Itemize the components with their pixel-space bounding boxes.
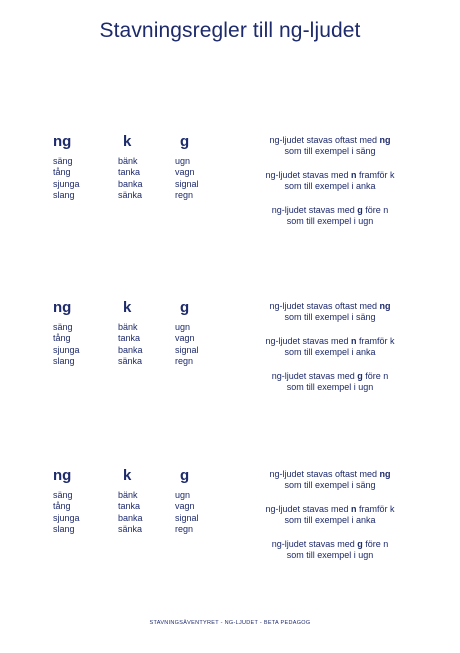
rule-text: ng-ljudet stavas oftast med xyxy=(269,301,380,311)
rule-example: som till exempel i ugn xyxy=(286,382,374,393)
word: banka xyxy=(118,512,143,523)
word: bänk xyxy=(118,322,138,332)
column-heading: ng xyxy=(53,467,72,484)
word: bänk xyxy=(118,156,138,166)
word: ugn xyxy=(175,490,191,500)
word: ugn xyxy=(175,156,191,166)
word: ugn xyxy=(175,322,191,332)
rule-bold-letters: ng xyxy=(379,301,391,311)
rule-text: framför k xyxy=(356,503,395,514)
spelling-section xyxy=(0,466,460,586)
word: tång xyxy=(53,333,71,344)
word: slang xyxy=(53,190,75,201)
word: säng xyxy=(53,156,73,166)
word: sänka xyxy=(118,356,143,367)
rule-example: som till exempel i ugn xyxy=(286,550,374,561)
word: tanka xyxy=(118,333,141,344)
column-ng xyxy=(53,298,80,368)
rule-bold-letters: g xyxy=(357,538,363,549)
word: regn xyxy=(175,190,194,201)
column-g xyxy=(175,298,199,368)
rule-example: som till exempel i anka xyxy=(284,515,376,526)
word: tanka xyxy=(118,167,141,178)
spelling-section xyxy=(0,132,460,252)
rule-example: som till exempel i anka xyxy=(284,347,376,358)
rule-bold-letters: n xyxy=(351,335,357,346)
spelling-section xyxy=(0,298,460,418)
rule-bold-letters: n xyxy=(351,503,357,514)
word: signal xyxy=(175,512,199,523)
rule-bold-letters: g xyxy=(357,370,363,381)
column-g xyxy=(175,466,199,536)
rules-block xyxy=(250,469,410,573)
page-footer: STAVNINGSÄVENTYRET - NG-LJUDET - BETA PEDAGOG xyxy=(149,620,311,626)
word: tång xyxy=(53,501,71,512)
column-heading: g xyxy=(180,299,190,316)
rule-text: ng-ljudet stavas oftast med xyxy=(269,469,380,479)
column-heading: ng xyxy=(53,299,72,316)
word: banka xyxy=(118,178,143,189)
word: sänka xyxy=(118,190,143,201)
rule-text: ng-ljudet stavas med xyxy=(271,370,358,381)
word: säng xyxy=(53,490,73,500)
rule-text: ng-ljudet stavas med xyxy=(271,204,358,215)
rule-text: ng-ljudet stavas med xyxy=(265,503,352,514)
rule-g xyxy=(250,539,410,562)
word: vagn xyxy=(175,333,195,344)
word: tång xyxy=(53,167,71,178)
word: vagn xyxy=(175,167,195,178)
column-heading: ng xyxy=(53,133,72,150)
rule-text: ng-ljudet stavas med xyxy=(265,169,352,180)
rule-text: före n xyxy=(362,538,389,549)
rule-g xyxy=(250,205,410,228)
column-k xyxy=(118,132,143,202)
rule-bold-letters: ng xyxy=(379,469,391,479)
word: signal xyxy=(175,178,199,189)
column-heading: k xyxy=(123,299,132,316)
rule-text: framför k xyxy=(356,335,395,346)
rule-bold-letters: ng xyxy=(379,135,391,145)
word: sjunga xyxy=(53,512,80,523)
word: regn xyxy=(175,356,194,367)
word: vagn xyxy=(175,501,195,512)
rule-g xyxy=(250,371,410,394)
column-heading: k xyxy=(123,467,132,484)
rule-ng xyxy=(250,301,410,324)
word: sänka xyxy=(118,524,143,535)
rule-example: som till exempel i anka xyxy=(284,181,376,192)
rule-example: som till exempel i säng xyxy=(284,480,376,491)
page-title: Stavningsregler till ng-ljudet xyxy=(99,19,361,42)
column-heading: g xyxy=(180,133,190,150)
column-heading: g xyxy=(180,467,190,484)
word: slang xyxy=(53,356,75,367)
rules-block xyxy=(250,135,410,239)
column-g xyxy=(175,132,199,202)
rule-text: ng-ljudet stavas oftast med xyxy=(269,135,380,145)
rule-ng xyxy=(250,135,410,158)
rule-bold-letters: g xyxy=(357,204,363,215)
rule-n xyxy=(250,336,410,359)
rule-ng xyxy=(250,469,410,492)
word: bänk xyxy=(118,490,138,500)
word: sjunga xyxy=(53,344,80,355)
rule-text: före n xyxy=(362,370,389,381)
word: tanka xyxy=(118,501,141,512)
column-heading: k xyxy=(123,133,132,150)
word: signal xyxy=(175,344,199,355)
word: sjunga xyxy=(53,178,80,189)
column-k xyxy=(118,466,143,536)
rule-n xyxy=(250,504,410,527)
column-k xyxy=(118,298,143,368)
word: slang xyxy=(53,524,75,535)
word: banka xyxy=(118,344,143,355)
rule-text: framför k xyxy=(356,169,395,180)
rule-text: ng-ljudet stavas med xyxy=(265,335,352,346)
rules-block xyxy=(250,301,410,405)
column-ng xyxy=(53,132,80,202)
rule-text: före n xyxy=(362,204,389,215)
column-ng xyxy=(53,466,80,536)
rule-n xyxy=(250,170,410,193)
word: säng xyxy=(53,322,73,332)
rule-bold-letters: n xyxy=(351,169,357,180)
rule-example: som till exempel i ugn xyxy=(286,216,374,227)
rule-example: som till exempel i säng xyxy=(284,312,376,323)
rule-text: ng-ljudet stavas med xyxy=(271,538,358,549)
rule-example: som till exempel i säng xyxy=(284,146,376,157)
word: regn xyxy=(175,524,194,535)
